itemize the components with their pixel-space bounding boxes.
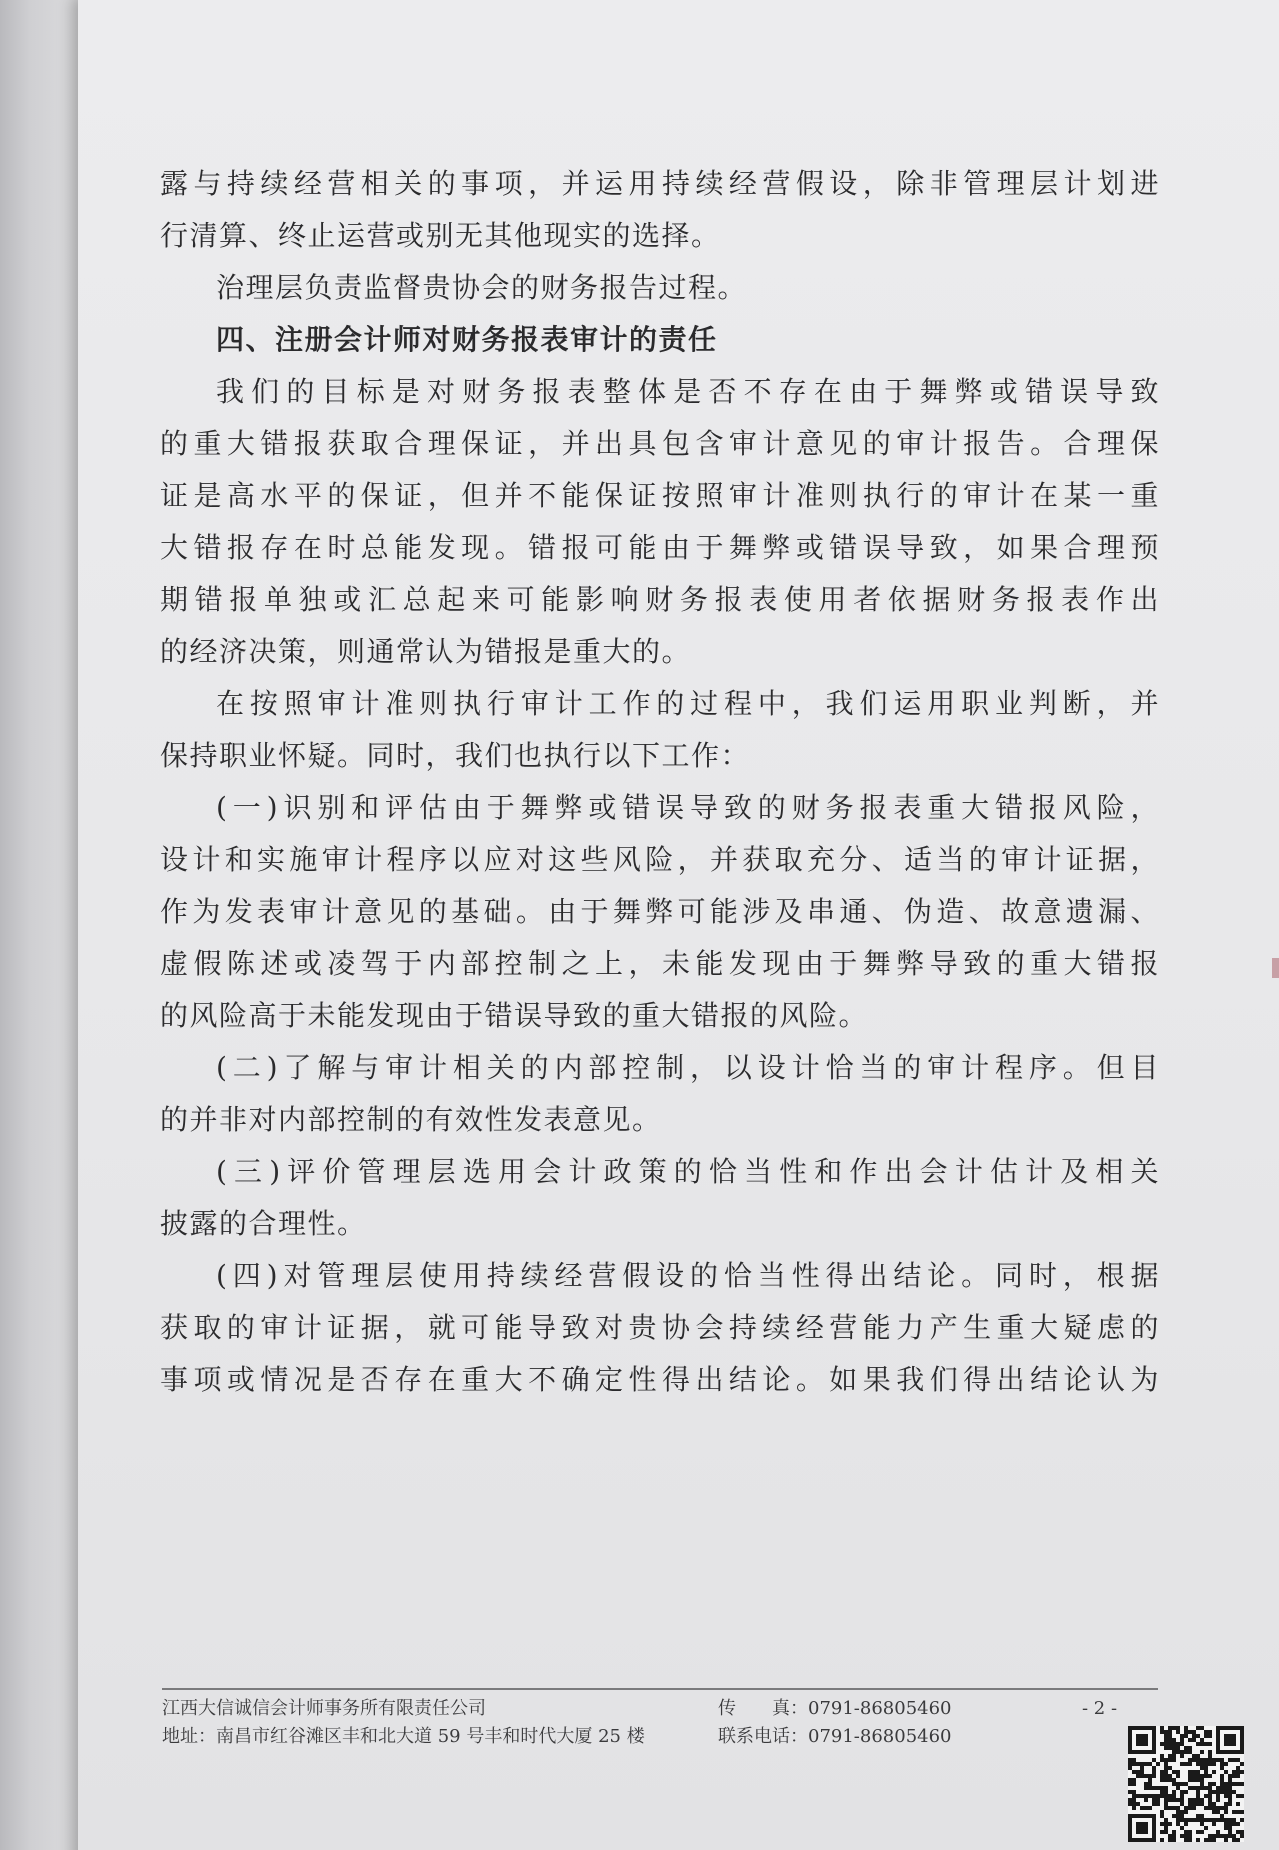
text-line: 在按照审计准则执行审计工作的过程中，我们运用职业判断，并 bbox=[216, 687, 1160, 720]
footer-address bbox=[162, 1724, 645, 1750]
text-line: 的重大错报获取合理保证，并出具包含审计意见的审计报告。合理保 bbox=[160, 427, 1160, 460]
text-line: (四)对管理层使用持续经营假设的恰当性得出结论。同时，根据 bbox=[216, 1259, 1160, 1292]
text-line: (一)识别和评估由于舞弊或错误导致的财务报表重大错报风险， bbox=[216, 791, 1160, 824]
footer-firm-name: 江西大信诚信会计师事务所有限责任公司 bbox=[162, 1698, 486, 1719]
footer-phone-number: 0791-86805460 bbox=[808, 1726, 952, 1747]
verification-qr-code bbox=[1128, 1726, 1244, 1842]
text-line: 的并非对内部控制的有效性发表意见。 bbox=[160, 1103, 662, 1136]
text-line: 大错报存在时总能发现。错报可能由于舞弊或错误导致，如果合理预 bbox=[160, 531, 1160, 564]
qr-code-graphic bbox=[1128, 1726, 1244, 1842]
footer-phone-label: 联系电话： bbox=[718, 1726, 808, 1747]
footer-address-label: 地址： bbox=[162, 1726, 216, 1747]
text-line: 露与持续经营相关的事项，并运用持续经营假设，除非管理层计划进 bbox=[160, 167, 1160, 200]
text-line: 获取的审计证据，就可能导致对贵协会持续经营能力产生重大疑虑的 bbox=[160, 1311, 1160, 1344]
text-line: (二)了解与审计相关的内部控制，以设计恰当的审计程序。但目 bbox=[216, 1051, 1160, 1084]
text-line: 我们的目标是对财务报表整体是否不存在由于舞弊或错误导致 bbox=[216, 375, 1160, 408]
text-line: 虚假陈述或凌驾于内部控制之上，未能发现由于舞弊导致的重大错报 bbox=[160, 947, 1160, 980]
text-line: 治理层负责监督贵协会的财务报告过程。 bbox=[216, 271, 748, 304]
text-line: 的风险高于未能发现由于错误导致的重大错报的风险。 bbox=[160, 999, 869, 1032]
text-line: 行清算、终止运营或别无其他现实的选择。 bbox=[160, 219, 721, 252]
text-line: 事项或情况是否存在重大不确定性得出结论。如果我们得出结论认为 bbox=[160, 1363, 1160, 1396]
footer-divider bbox=[162, 1688, 1158, 1690]
text-line: 披露的合理性。 bbox=[160, 1207, 367, 1240]
text-line: 的经济决策，则通常认为错报是重大的。 bbox=[160, 635, 692, 668]
footer-fax-label: 传 真： bbox=[718, 1698, 808, 1719]
text-line: (三)评价管理层选用会计政策的恰当性和作出会计估计及相关 bbox=[216, 1155, 1160, 1188]
footer-address-text: 南昌市红谷滩区丰和北大道 59 号丰和时代大厦 25 楼 bbox=[216, 1726, 645, 1747]
text-line: 作为发表审计意见的基础。由于舞弊可能涉及串通、伪造、故意遗漏、 bbox=[160, 895, 1160, 928]
footer-phone bbox=[718, 1724, 952, 1750]
text-line: 期错报单独或汇总起来可能影响财务报表使用者依据财务报表作出 bbox=[160, 583, 1160, 616]
footer-fax-number: 0791-86805460 bbox=[808, 1698, 952, 1719]
text-line: 设计和实施审计程序以应对这些风险，并获取充分、适当的审计证据， bbox=[160, 843, 1160, 876]
text-line: 证是高水平的保证，但并不能保证按照审计准则执行的审计在某一重 bbox=[160, 479, 1160, 512]
footer-fax bbox=[718, 1696, 952, 1722]
section-heading: 四、注册会计师对财务报表审计的责任 bbox=[216, 323, 718, 356]
footer-page-number: - 2 - bbox=[1082, 1698, 1118, 1719]
edge-mark bbox=[1272, 958, 1279, 978]
document-page bbox=[78, 0, 1279, 1850]
text-line: 保持职业怀疑。同时，我们也执行以下工作： bbox=[160, 739, 751, 772]
